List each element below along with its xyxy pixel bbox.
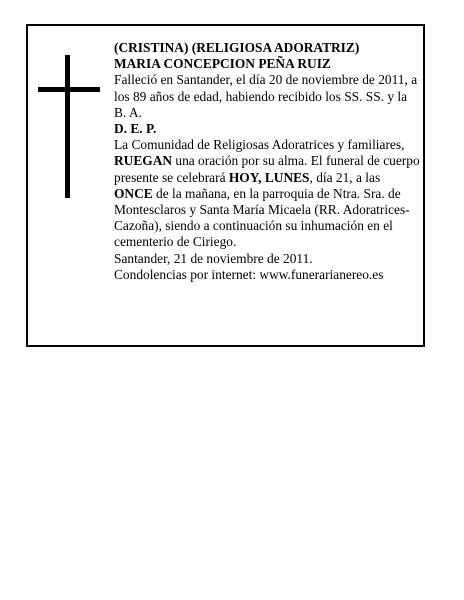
- date-line: Santander, 21 de noviembre de 2011.: [114, 250, 313, 266]
- family-intro: La Comunidad de Religiosas Adoratrices y familiares,: [114, 137, 405, 153]
- cross-vertical-bar: [65, 55, 70, 198]
- cross-icon: [38, 55, 100, 198]
- cross-horizontal-bar: [38, 87, 100, 92]
- funeral-details: de la mañana, en la parroquia de Ntra. Sra. de Montesclaros y Santa María Micaela (RR. Adoratrices-Cazoña), siendo a continuación su inhumación en el cementerio de Ciriego.: [114, 185, 410, 250]
- condolences-line: Condolencias por internet: www.funerarianereo.es: [114, 266, 384, 282]
- dep-line: D. E. P.: [114, 121, 157, 137]
- deceased-name: MARIA CONCEPCION PEÑA RUIZ: [114, 56, 331, 72]
- obituary-notice: [26, 24, 425, 347]
- ruegan-text: RUEGAN: [114, 153, 173, 169]
- prayer-text: una oración por su alma. El funeral de cuerpo presente se celebrará: [114, 153, 420, 185]
- notice-text: [114, 40, 420, 283]
- funeral-paragraph: [114, 137, 420, 250]
- notice-header-line1: (CRISTINA) (RELIGIOSA ADORATRIZ): [114, 40, 360, 55]
- hoy-lunes-text: HOY, LUNES: [228, 169, 310, 185]
- day-text: , día 21, a las: [309, 169, 381, 185]
- once-text: ONCE: [114, 185, 153, 201]
- death-statement: Falleció en Santander, el día 20 de noviembre de 2011, a los 89 años de edad, habiendo recibido los SS. SS. y la B. A.: [114, 72, 418, 120]
